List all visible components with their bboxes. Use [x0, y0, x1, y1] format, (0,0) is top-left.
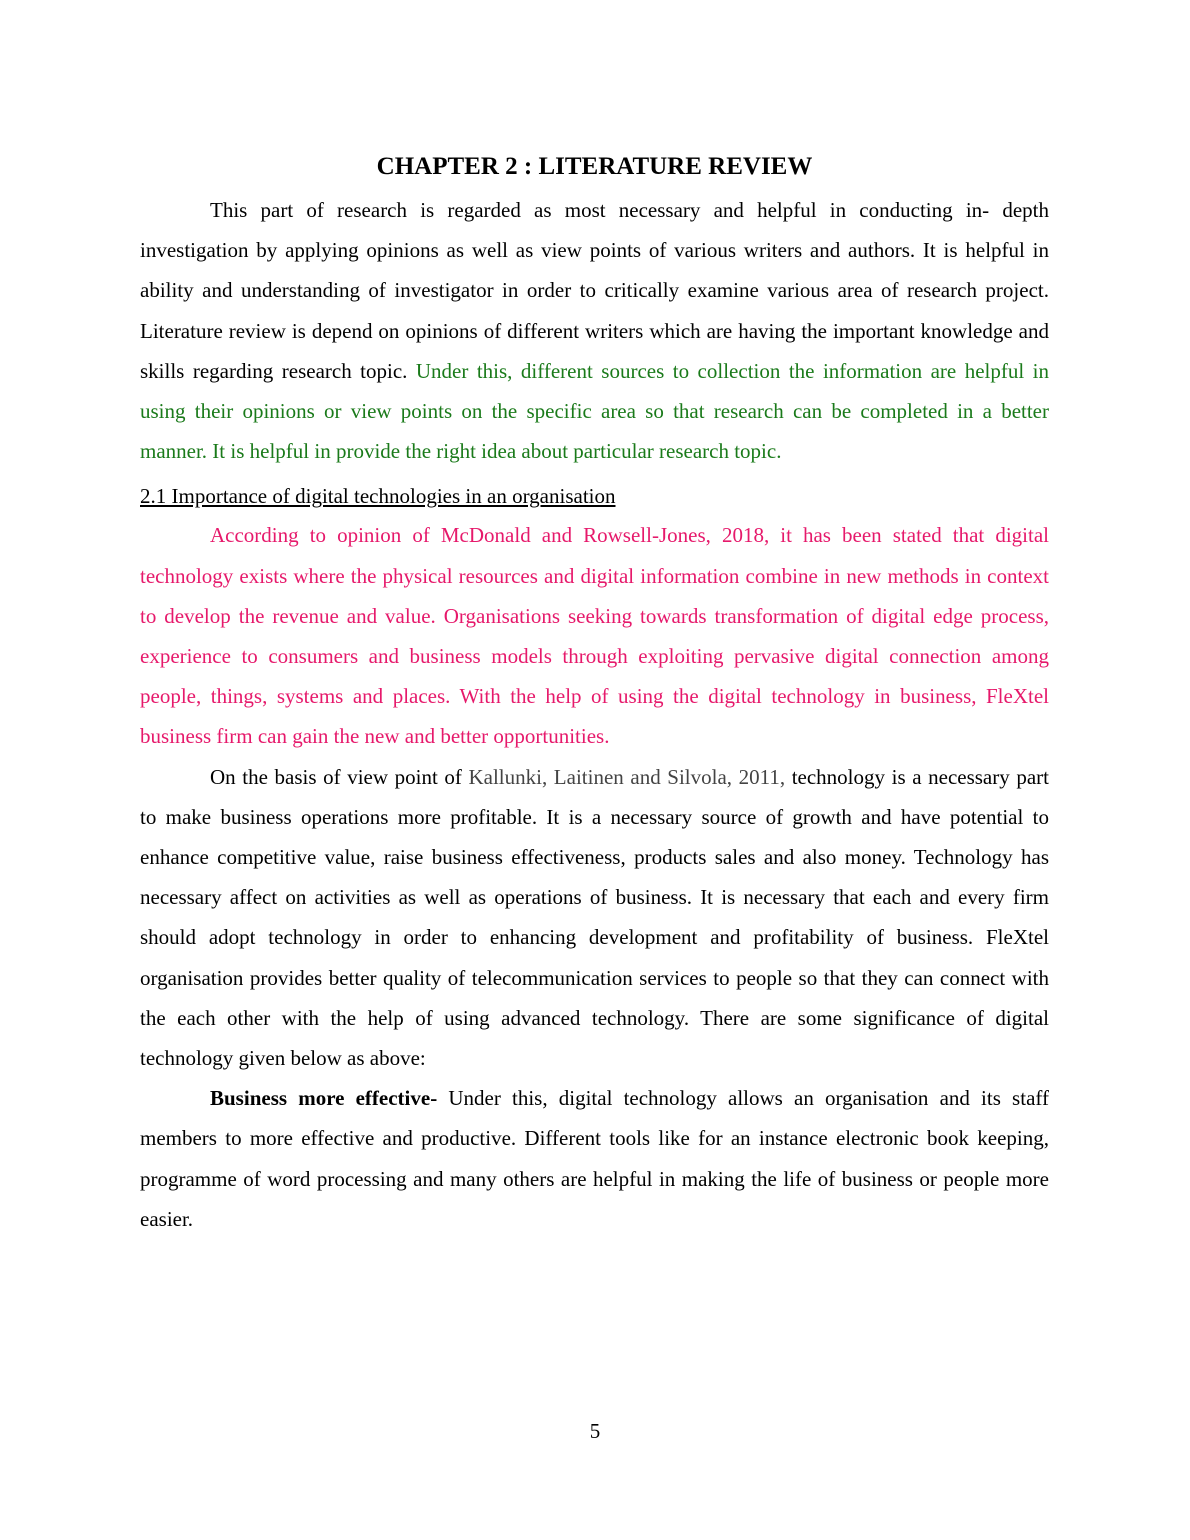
intro-paragraph — [140, 190, 1049, 471]
page-number: 5 — [589, 1419, 601, 1443]
intro-highlight-text: Under this, different sources to collection the information are helpful in using their opinions or view points on the specific area so that research can be completed in a better manner. It is helpful in provide the right idea about particular research topic. — [140, 358, 1049, 464]
section-heading: 2.1 Importance of digital technologies in an organisation — [140, 484, 616, 509]
business-effective-paragraph — [140, 1078, 1049, 1239]
chapter-title: CHAPTER 2 : LITERATURE REVIEW — [376, 153, 813, 180]
business-effective-text: Under this, digital technology allows an organisation and its staff members to more effective and productive. Different tools like for an instance electronic book keeping, programme of word processing and many others are helpful in making the life of business or people more easier. — [140, 1086, 1049, 1231]
business-effective-term: Business more effective- — [210, 1086, 438, 1111]
kallunki-paragraph — [140, 757, 1049, 1079]
kallunki-body-text: technology is a necessary part to make business operations more profitable. It is a necessary source of growth and have potential to enhance competitive value, raise business effectiveness, products sales and also money. Technology has necessary affect on activities as well as operations of business. It is necessary that each and every firm should adopt technology in order to enhancing development and profitability of business. FleXtel organisation provides better quality of telecommunication services to people so that they can connect with the each other with the help of using advanced technology. There are some significance of digital technology given below as above: — [140, 764, 1049, 1071]
kallunki-citation: Kallunki, Laitinen and Silvola, 2011, — [468, 764, 786, 789]
mcdonald-paragraph: According to opinion of McDonald and Rowsell-Jones, 2018, it has been stated that digital technology exists where the physical resources and digital information combine in new methods in context to develop the revenue and value. Organisations seeking towards transformation of digital edge process, experience to consumers and business models through exploiting pervasive digital connection among people, things, systems and places. With the help of using the digital technology in business, FleXtel business firm can gain the new and better opportunities. — [140, 523, 1049, 749]
intro-text: This part of research is regarded as most necessary and helpful in conducting in- depth investigation by applying opinions as well as view points of various writers and authors. It is helpful in ability and understanding of investigator in order to critically examine various area of research project. Literature review is depend on opinions of different writers which are having the important knowledge and skills regarding research topic. — [140, 198, 1049, 383]
page-content — [140, 148, 1049, 1239]
kallunki-lead-text: On the basis of view point of — [210, 764, 469, 789]
